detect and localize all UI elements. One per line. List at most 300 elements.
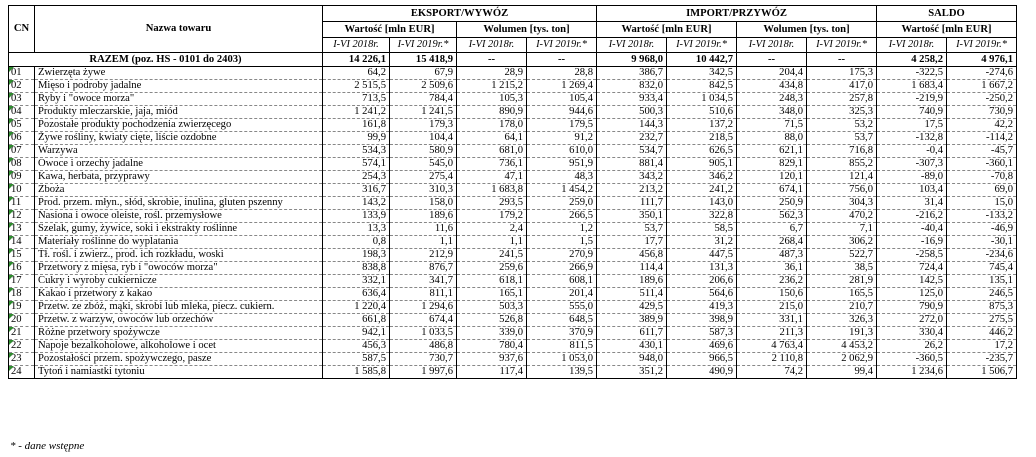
total-label: RAZEM (poz. HS - 0101 do 2403) bbox=[9, 53, 323, 67]
product-name: Różne przetwory spożywcze bbox=[35, 327, 323, 340]
footnote: * - dane wstępne bbox=[10, 440, 85, 452]
cn-header: CN bbox=[9, 6, 35, 53]
value-cell: 562,3 bbox=[737, 210, 807, 223]
saldo-value-header: Wartość [mln EUR] bbox=[877, 22, 1017, 38]
value-cell: 212,9 bbox=[390, 249, 457, 262]
value-cell: 259,6 bbox=[457, 262, 527, 275]
value-cell: 88,0 bbox=[737, 132, 807, 145]
value-cell: 389,9 bbox=[597, 314, 667, 327]
value-cell: 780,4 bbox=[457, 340, 527, 353]
value-cell: 724,4 bbox=[877, 262, 947, 275]
product-name: Szelak, gumy, żywice, soki i ekstrakty roślinne bbox=[35, 223, 323, 236]
value-cell: 175,3 bbox=[807, 67, 877, 80]
cn-code-text: 18 bbox=[11, 288, 22, 299]
value-cell: 370,9 bbox=[527, 327, 597, 340]
value-cell: 210,7 bbox=[807, 301, 877, 314]
value-cell: 1 454,2 bbox=[527, 184, 597, 197]
value-cell: 745,4 bbox=[947, 262, 1017, 275]
value-cell: 1,1 bbox=[457, 236, 527, 249]
product-name: Prod. przem. młyn., słód, skrobie, inulina, gluten pszenny bbox=[35, 197, 323, 210]
total-cell: 9 968,0 bbox=[597, 53, 667, 67]
cell-marker-icon bbox=[9, 327, 14, 332]
value-cell: 342,5 bbox=[667, 67, 737, 80]
value-cell: 316,7 bbox=[323, 184, 390, 197]
trade-table bbox=[8, 5, 1017, 379]
cell-marker-icon bbox=[9, 106, 14, 111]
total-cell: -- bbox=[457, 53, 527, 67]
cn-code bbox=[9, 236, 35, 249]
period-header: I-VI 2019r.* bbox=[807, 38, 877, 53]
value-cell: 1 585,8 bbox=[323, 366, 390, 379]
value-cell: 204,4 bbox=[737, 67, 807, 80]
cn-code-text: 14 bbox=[11, 236, 22, 247]
cn-code bbox=[9, 275, 35, 288]
value-cell: 350,1 bbox=[597, 210, 667, 223]
value-cell: 511,4 bbox=[597, 288, 667, 301]
value-cell: 447,5 bbox=[667, 249, 737, 262]
value-cell: 135,1 bbox=[947, 275, 1017, 288]
value-cell: -16,9 bbox=[877, 236, 947, 249]
cell-marker-icon bbox=[9, 119, 14, 124]
cell-marker-icon bbox=[9, 314, 14, 319]
value-cell: -250,2 bbox=[947, 93, 1017, 106]
cell-marker-icon bbox=[9, 236, 14, 241]
value-cell: 310,3 bbox=[390, 184, 457, 197]
value-cell: 266,5 bbox=[527, 210, 597, 223]
cn-code-text: 10 bbox=[11, 184, 22, 195]
value-cell: 456,3 bbox=[323, 340, 390, 353]
value-cell: 198,3 bbox=[323, 249, 390, 262]
cn-code bbox=[9, 80, 35, 93]
product-name: Materiały roślinne do wyplatania bbox=[35, 236, 323, 249]
value-cell: 104,4 bbox=[390, 132, 457, 145]
value-cell: 17,2 bbox=[947, 340, 1017, 353]
value-cell: 150,6 bbox=[737, 288, 807, 301]
table-row bbox=[9, 301, 1017, 314]
table-body bbox=[9, 53, 1017, 379]
value-cell: 674,4 bbox=[390, 314, 457, 327]
value-cell: -234,6 bbox=[947, 249, 1017, 262]
cn-code-text: 21 bbox=[11, 327, 22, 338]
cn-code bbox=[9, 210, 35, 223]
cn-code bbox=[9, 327, 35, 340]
value-cell: 6,7 bbox=[737, 223, 807, 236]
value-cell: 832,0 bbox=[597, 80, 667, 93]
value-cell: 636,4 bbox=[323, 288, 390, 301]
product-name-header: Nazwa towaru bbox=[35, 6, 323, 53]
total-cell: 10 442,7 bbox=[667, 53, 737, 67]
value-cell: 332,1 bbox=[323, 275, 390, 288]
value-cell: 201,4 bbox=[527, 288, 597, 301]
value-cell: 881,4 bbox=[597, 158, 667, 171]
total-cell: 4 976,1 bbox=[947, 53, 1017, 67]
value-cell: 661,8 bbox=[323, 314, 390, 327]
saldo-header: SALDO bbox=[877, 6, 1017, 22]
table-row bbox=[9, 327, 1017, 340]
value-cell: 213,2 bbox=[597, 184, 667, 197]
value-cell: 944,6 bbox=[527, 106, 597, 119]
table-row bbox=[9, 314, 1017, 327]
value-cell: 1 506,7 bbox=[947, 366, 1017, 379]
value-cell: 53,7 bbox=[807, 132, 877, 145]
value-cell: 1,1 bbox=[390, 236, 457, 249]
value-cell: 67,9 bbox=[390, 67, 457, 80]
value-cell: 469,6 bbox=[667, 340, 737, 353]
value-cell: 1 053,0 bbox=[527, 353, 597, 366]
table-row bbox=[9, 67, 1017, 80]
product-name: Owoce i orzechy jadalne bbox=[35, 158, 323, 171]
value-cell: -258,5 bbox=[877, 249, 947, 262]
value-cell: 510,6 bbox=[667, 106, 737, 119]
value-cell: 730,9 bbox=[947, 106, 1017, 119]
period-header: I-VI 2018r. bbox=[877, 38, 947, 53]
value-cell: 165,5 bbox=[807, 288, 877, 301]
cn-code-text: 01 bbox=[11, 67, 22, 78]
table-row bbox=[9, 106, 1017, 119]
value-cell: 272,0 bbox=[877, 314, 947, 327]
value-cell: 951,9 bbox=[527, 158, 597, 171]
cn-code-text: 05 bbox=[11, 119, 22, 130]
cn-code-text: 12 bbox=[11, 210, 22, 221]
value-cell: 241,2 bbox=[667, 184, 737, 197]
value-cell: 71,5 bbox=[737, 119, 807, 132]
value-cell: 429,5 bbox=[597, 301, 667, 314]
table-row bbox=[9, 353, 1017, 366]
cn-code-text: 11 bbox=[11, 197, 22, 208]
cell-marker-icon bbox=[9, 288, 14, 293]
value-cell: 1 215,2 bbox=[457, 80, 527, 93]
value-cell: 346,2 bbox=[667, 171, 737, 184]
total-row bbox=[9, 53, 1017, 67]
value-cell: 206,6 bbox=[667, 275, 737, 288]
value-cell: 343,2 bbox=[597, 171, 667, 184]
value-cell: 99,9 bbox=[323, 132, 390, 145]
value-cell: 191,3 bbox=[807, 327, 877, 340]
value-cell: 31,4 bbox=[877, 197, 947, 210]
cn-code bbox=[9, 340, 35, 353]
value-cell: 133,9 bbox=[323, 210, 390, 223]
trade-table-wrapper bbox=[8, 5, 1017, 379]
table-row bbox=[9, 158, 1017, 171]
value-cell: 784,4 bbox=[390, 93, 457, 106]
value-cell: 17,7 bbox=[597, 236, 667, 249]
cn-code bbox=[9, 184, 35, 197]
value-cell: -360,5 bbox=[877, 353, 947, 366]
value-cell: 248,3 bbox=[737, 93, 807, 106]
product-name: Napoje bezalkoholowe, alkoholowe i ocet bbox=[35, 340, 323, 353]
value-cell: 331,1 bbox=[737, 314, 807, 327]
cn-code bbox=[9, 249, 35, 262]
value-cell: 259,0 bbox=[527, 197, 597, 210]
cn-code-text: 13 bbox=[11, 223, 22, 234]
value-cell: 266,9 bbox=[527, 262, 597, 275]
total-cell: 15 418,9 bbox=[390, 53, 457, 67]
value-cell: 241,5 bbox=[457, 249, 527, 262]
value-cell: 326,3 bbox=[807, 314, 877, 327]
value-cell: 69,0 bbox=[947, 184, 1017, 197]
value-cell: 2 515,5 bbox=[323, 80, 390, 93]
value-cell: 756,0 bbox=[807, 184, 877, 197]
cell-marker-icon bbox=[9, 262, 14, 267]
value-cell: 470,2 bbox=[807, 210, 877, 223]
value-cell: 1 294,6 bbox=[390, 301, 457, 314]
value-cell: 58,5 bbox=[667, 223, 737, 236]
value-cell: 211,3 bbox=[737, 327, 807, 340]
value-cell: -235,7 bbox=[947, 353, 1017, 366]
product-name: Zwierzęta żywe bbox=[35, 67, 323, 80]
cn-code bbox=[9, 119, 35, 132]
value-cell: 446,2 bbox=[947, 327, 1017, 340]
value-cell: 610,0 bbox=[527, 145, 597, 158]
value-cell: 1 034,5 bbox=[667, 93, 737, 106]
import-value-header: Wartość [mln EUR] bbox=[597, 22, 737, 38]
value-cell: 189,6 bbox=[390, 210, 457, 223]
cn-code bbox=[9, 132, 35, 145]
value-cell: 942,1 bbox=[323, 327, 390, 340]
value-cell: 142,5 bbox=[877, 275, 947, 288]
value-cell: 17,5 bbox=[877, 119, 947, 132]
period-header: I-VI 2019r.* bbox=[667, 38, 737, 53]
cn-code bbox=[9, 197, 35, 210]
cn-code bbox=[9, 314, 35, 327]
value-cell: 2 509,6 bbox=[390, 80, 457, 93]
value-cell: 1 683,4 bbox=[877, 80, 947, 93]
value-cell: 790,9 bbox=[877, 301, 947, 314]
value-cell: 103,4 bbox=[877, 184, 947, 197]
cn-code-text: 16 bbox=[11, 262, 22, 273]
value-cell: 161,8 bbox=[323, 119, 390, 132]
value-cell: 811,5 bbox=[527, 340, 597, 353]
period-header: I-VI 2018r. bbox=[737, 38, 807, 53]
value-cell: -216,2 bbox=[877, 210, 947, 223]
value-cell: 64,2 bbox=[323, 67, 390, 80]
cn-code bbox=[9, 93, 35, 106]
value-cell: 246,5 bbox=[947, 288, 1017, 301]
value-cell: 503,3 bbox=[457, 301, 527, 314]
value-cell: 1 667,2 bbox=[947, 80, 1017, 93]
cn-code-text: 09 bbox=[11, 171, 22, 182]
value-cell: 275,4 bbox=[390, 171, 457, 184]
cn-code bbox=[9, 223, 35, 236]
value-cell: 38,5 bbox=[807, 262, 877, 275]
value-cell: -307,3 bbox=[877, 158, 947, 171]
value-cell: 53,2 bbox=[807, 119, 877, 132]
table-row bbox=[9, 262, 1017, 275]
cn-code-text: 17 bbox=[11, 275, 22, 286]
value-cell: 215,0 bbox=[737, 301, 807, 314]
cn-code-text: 07 bbox=[11, 145, 22, 156]
period-header: I-VI 2018r. bbox=[323, 38, 390, 53]
value-cell: 1 220,4 bbox=[323, 301, 390, 314]
value-cell: 281,9 bbox=[807, 275, 877, 288]
value-cell: 1 234,6 bbox=[877, 366, 947, 379]
table-row bbox=[9, 171, 1017, 184]
cn-code bbox=[9, 67, 35, 80]
value-cell: 348,0 bbox=[737, 106, 807, 119]
value-cell: 0,8 bbox=[323, 236, 390, 249]
table-row bbox=[9, 249, 1017, 262]
cell-marker-icon bbox=[9, 93, 14, 98]
value-cell: 144,3 bbox=[597, 119, 667, 132]
value-cell: 42,2 bbox=[947, 119, 1017, 132]
value-cell: 179,5 bbox=[527, 119, 597, 132]
value-cell: 4 763,4 bbox=[737, 340, 807, 353]
cell-marker-icon bbox=[9, 197, 14, 202]
value-cell: 611,7 bbox=[597, 327, 667, 340]
value-cell: 125,0 bbox=[877, 288, 947, 301]
value-cell: 257,8 bbox=[807, 93, 877, 106]
cell-marker-icon bbox=[9, 210, 14, 215]
cn-code-text: 20 bbox=[11, 314, 22, 325]
value-cell: 306,2 bbox=[807, 236, 877, 249]
value-cell: 736,1 bbox=[457, 158, 527, 171]
value-cell: 580,9 bbox=[390, 145, 457, 158]
value-cell: 574,1 bbox=[323, 158, 390, 171]
value-cell: 339,0 bbox=[457, 327, 527, 340]
value-cell: 254,3 bbox=[323, 171, 390, 184]
value-cell: 275,5 bbox=[947, 314, 1017, 327]
value-cell: 270,9 bbox=[527, 249, 597, 262]
cell-marker-icon bbox=[9, 340, 14, 345]
value-cell: 31,2 bbox=[667, 236, 737, 249]
cell-marker-icon bbox=[9, 80, 14, 85]
value-cell: 811,1 bbox=[390, 288, 457, 301]
value-cell: 487,3 bbox=[737, 249, 807, 262]
table-row bbox=[9, 93, 1017, 106]
table-row bbox=[9, 119, 1017, 132]
value-cell: -45,7 bbox=[947, 145, 1017, 158]
value-cell: 236,2 bbox=[737, 275, 807, 288]
value-cell: -30,1 bbox=[947, 236, 1017, 249]
value-cell: 105,3 bbox=[457, 93, 527, 106]
import-header: IMPORT/PRZYWÓZ bbox=[597, 6, 877, 22]
value-cell: 137,2 bbox=[667, 119, 737, 132]
value-cell: 456,8 bbox=[597, 249, 667, 262]
value-cell: 28,9 bbox=[457, 67, 527, 80]
cn-code bbox=[9, 158, 35, 171]
cell-marker-icon bbox=[9, 366, 14, 371]
cn-code-text: 08 bbox=[11, 158, 22, 169]
value-cell: 618,1 bbox=[457, 275, 527, 288]
value-cell: 875,3 bbox=[947, 301, 1017, 314]
table-row bbox=[9, 275, 1017, 288]
value-cell: 648,5 bbox=[527, 314, 597, 327]
total-cell: 4 258,2 bbox=[877, 53, 947, 67]
period-header: I-VI 2019r.* bbox=[527, 38, 597, 53]
table-row bbox=[9, 132, 1017, 145]
value-cell: 325,3 bbox=[807, 106, 877, 119]
value-cell: 730,7 bbox=[390, 353, 457, 366]
value-cell: 534,3 bbox=[323, 145, 390, 158]
value-cell: 716,8 bbox=[807, 145, 877, 158]
cn-code bbox=[9, 262, 35, 275]
cell-marker-icon bbox=[9, 249, 14, 254]
value-cell: 179,3 bbox=[390, 119, 457, 132]
cell-marker-icon bbox=[9, 301, 14, 306]
value-cell: 189,6 bbox=[597, 275, 667, 288]
value-cell: 47,1 bbox=[457, 171, 527, 184]
value-cell: 53,7 bbox=[597, 223, 667, 236]
cn-code bbox=[9, 353, 35, 366]
value-cell: 621,1 bbox=[737, 145, 807, 158]
value-cell: -40,4 bbox=[877, 223, 947, 236]
value-cell: 341,7 bbox=[390, 275, 457, 288]
period-header: I-VI 2018r. bbox=[457, 38, 527, 53]
product-name: Tytoń i namiastki tytoniu bbox=[35, 366, 323, 379]
value-cell: 2 110,8 bbox=[737, 353, 807, 366]
value-cell: -89,0 bbox=[877, 171, 947, 184]
table-row bbox=[9, 184, 1017, 197]
table-row bbox=[9, 145, 1017, 158]
value-cell: 114,4 bbox=[597, 262, 667, 275]
period-header: I-VI 2018r. bbox=[597, 38, 667, 53]
cn-code-text: 15 bbox=[11, 249, 22, 260]
value-cell: 322,8 bbox=[667, 210, 737, 223]
cell-marker-icon bbox=[9, 353, 14, 358]
value-cell: 1,5 bbox=[527, 236, 597, 249]
cn-code bbox=[9, 145, 35, 158]
export-volume-header: Wolumen [tys. ton] bbox=[457, 22, 597, 38]
cn-code-text: 04 bbox=[11, 106, 22, 117]
value-cell: 905,1 bbox=[667, 158, 737, 171]
value-cell: 430,1 bbox=[597, 340, 667, 353]
cell-marker-icon bbox=[9, 145, 14, 150]
value-cell: 139,5 bbox=[527, 366, 597, 379]
value-cell: 26,2 bbox=[877, 340, 947, 353]
value-cell: 15,0 bbox=[947, 197, 1017, 210]
value-cell: 2 062,9 bbox=[807, 353, 877, 366]
period-header: I-VI 2019r.* bbox=[947, 38, 1017, 53]
value-cell: 608,1 bbox=[527, 275, 597, 288]
product-name: Kawa, herbata, przyprawy bbox=[35, 171, 323, 184]
value-cell: 131,3 bbox=[667, 262, 737, 275]
cn-code-text: 22 bbox=[11, 340, 22, 351]
cell-marker-icon bbox=[9, 275, 14, 280]
value-cell: 351,2 bbox=[597, 366, 667, 379]
value-cell: -114,2 bbox=[947, 132, 1017, 145]
value-cell: 855,2 bbox=[807, 158, 877, 171]
product-name: Żywe rośliny, kwiaty cięte, liście ozdobne bbox=[35, 132, 323, 145]
cn-code bbox=[9, 171, 35, 184]
value-cell: -274,6 bbox=[947, 67, 1017, 80]
product-name: Mięso i podroby jadalne bbox=[35, 80, 323, 93]
product-name: Tł. rośl. i zwierz., prod. ich rozkładu, woski bbox=[35, 249, 323, 262]
product-name: Pozostałe produkty pochodzenia zwierzęcego bbox=[35, 119, 323, 132]
value-cell: -46,9 bbox=[947, 223, 1017, 236]
export-header: EKSPORT/WYWÓZ bbox=[323, 6, 597, 22]
value-cell: 1,2 bbox=[527, 223, 597, 236]
value-cell: -0,4 bbox=[877, 145, 947, 158]
product-name: Warzywa bbox=[35, 145, 323, 158]
value-cell: 713,5 bbox=[323, 93, 390, 106]
value-cell: 91,2 bbox=[527, 132, 597, 145]
value-cell: 526,8 bbox=[457, 314, 527, 327]
value-cell: 1 241,2 bbox=[323, 106, 390, 119]
product-name: Kakao i przetwory z kakao bbox=[35, 288, 323, 301]
value-cell: 99,4 bbox=[807, 366, 877, 379]
total-cell: -- bbox=[527, 53, 597, 67]
product-name: Nasiona i owoce oleiste, rośl. przemysłowe bbox=[35, 210, 323, 223]
cell-marker-icon bbox=[9, 158, 14, 163]
product-name: Cukry i wyroby cukiernicze bbox=[35, 275, 323, 288]
total-cell: -- bbox=[737, 53, 807, 67]
cn-code-text: 06 bbox=[11, 132, 22, 143]
value-cell: 490,9 bbox=[667, 366, 737, 379]
value-cell: 555,0 bbox=[527, 301, 597, 314]
cn-code bbox=[9, 106, 35, 119]
value-cell: 218,5 bbox=[667, 132, 737, 145]
value-cell: -133,2 bbox=[947, 210, 1017, 223]
